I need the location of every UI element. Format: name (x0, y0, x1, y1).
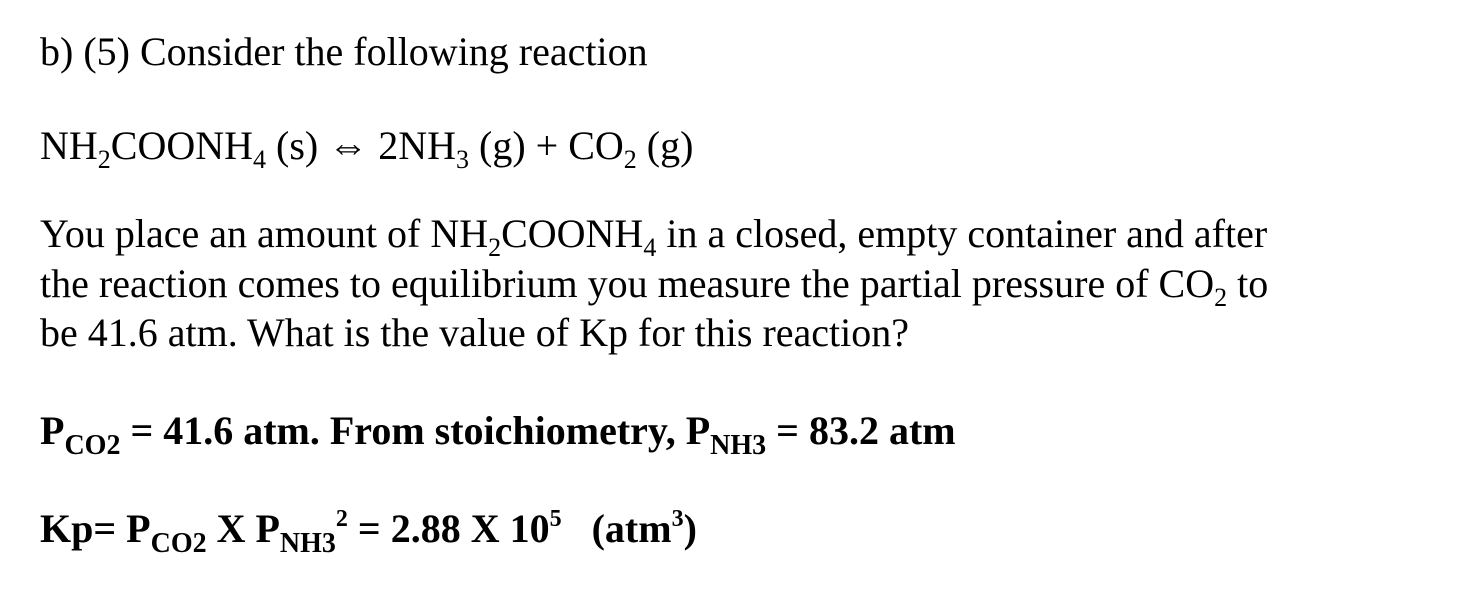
subscript: 4 (253, 145, 267, 174)
subscript: 2 (97, 145, 111, 174)
question-header (40, 29, 648, 74)
body-text: COONH (501, 211, 644, 256)
product-formula: 2NH (368, 123, 457, 168)
answer-text: = 83.2 atm (766, 408, 956, 453)
subscript: 4 (643, 233, 657, 262)
superscript: 5 (549, 506, 562, 532)
answer-text: (atm (561, 506, 672, 551)
subscript: NH3 (710, 430, 767, 461)
subscript: 3 (456, 145, 470, 174)
answer-line-pressures (40, 408, 956, 461)
answer-text: = 2.88 X 10 (347, 506, 550, 551)
subscript: NH3 (279, 528, 336, 559)
answer-text: P (40, 408, 65, 453)
body-text: to (1227, 261, 1269, 306)
answer-text: Kp= P (40, 506, 151, 551)
answer-line-kp (40, 506, 697, 559)
phase-label: (s) (266, 123, 329, 168)
subscript: 2 (623, 145, 637, 174)
equilibrium-arrow-icon: ⇔ (328, 123, 369, 168)
phase-label: (g) (636, 123, 694, 168)
answer-text: ) (683, 506, 697, 551)
subscript: 2 (1214, 283, 1228, 312)
subscript: 2 (488, 233, 502, 262)
superscript: 3 (671, 506, 684, 532)
subscript: CO2 (150, 528, 207, 559)
product-formula: (g) + CO (469, 123, 624, 168)
answer-text: X P (206, 506, 280, 551)
answer-text: = 41.6 atm. From stoichiometry, P (120, 408, 711, 453)
reactant-formula: COONH (110, 123, 254, 168)
body-text: in a closed, empty container and after (656, 211, 1268, 256)
body-text: You place an amount of NH (40, 211, 489, 256)
question-body-line (40, 211, 1268, 262)
body-text: be 41.6 atm. What is the value of Kp for this reaction? (40, 310, 910, 355)
reaction-equation (40, 123, 694, 174)
superscript: 2 (335, 506, 348, 532)
question-body-line (40, 310, 910, 355)
body-text: the reaction comes to equilibrium you measure the partial pressure of CO (40, 261, 1215, 306)
subscript: CO2 (64, 430, 121, 461)
question-body-line (40, 261, 1269, 312)
reactant-formula: NH (40, 123, 98, 168)
question-part-label: b) (5) Consider the following reaction (40, 29, 648, 74)
